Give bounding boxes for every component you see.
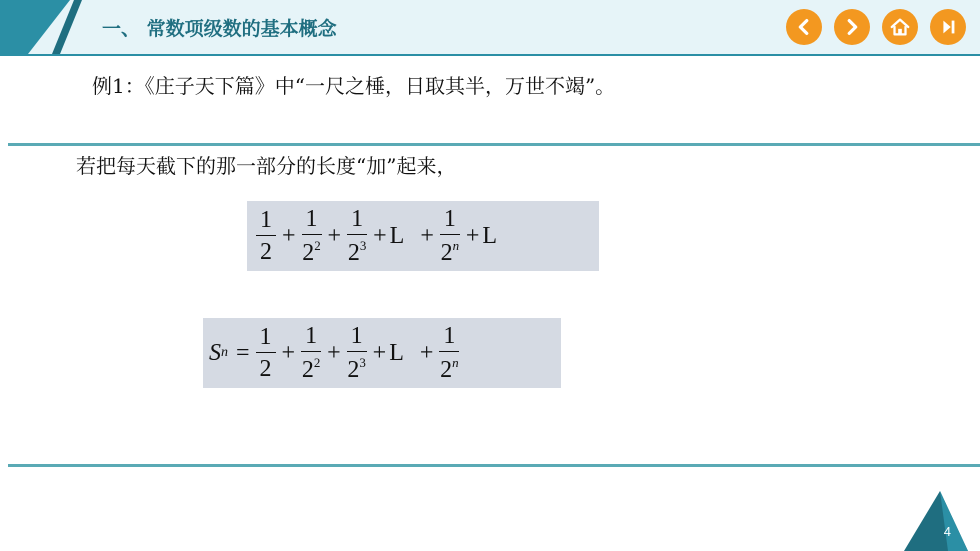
home-button[interactable] bbox=[882, 9, 918, 45]
lead-text: 若把每天截下的那一部分的长度“加”起来， bbox=[76, 154, 457, 178]
fraction-term-1: $\frac{1}{2}$ bbox=[256, 208, 276, 264]
partial-sum-symbol: S bbox=[209, 339, 221, 366]
ellipsis-symbol: L bbox=[482, 222, 498, 249]
fraction-term-3: $\frac{1}{2^3}$ bbox=[347, 323, 366, 383]
next-button[interactable] bbox=[834, 9, 870, 45]
header-bar bbox=[0, 0, 980, 56]
prev-button[interactable] bbox=[786, 9, 822, 45]
last-page-button[interactable] bbox=[930, 9, 966, 45]
ellipsis-symbol: L bbox=[389, 222, 405, 249]
ellipsis-symbol: L bbox=[389, 339, 404, 366]
chevron-left-icon bbox=[793, 16, 815, 38]
section-title: 一、 常数项级数的基本概念 bbox=[102, 18, 337, 40]
series-formula: $\frac{1}{2}$ + $\frac{1}{2^2}$ + $\frac{1}{2^3}$ + L + $\frac{1}{2^n}$ + L bbox=[247, 201, 599, 271]
chevron-right-icon bbox=[841, 16, 863, 38]
fraction-term-3: $\frac{1}{2^3}$ bbox=[347, 206, 367, 266]
partial-sum-formula: S n = $\frac{1}{2}$ + $\frac{1}{2^2}$ + $\frac{1}{2^3}$ + L + $\frac{1}{2^n}$ bbox=[203, 318, 561, 388]
page-number: 4 bbox=[943, 524, 951, 539]
home-icon bbox=[889, 16, 911, 38]
example-text: 例1：《庄子天下篇》中“一尺之棰，日取其半，万世不竭”。 bbox=[92, 74, 616, 98]
page-number-badge bbox=[904, 491, 968, 551]
top-divider bbox=[8, 143, 980, 146]
fraction-term-n: $\frac{1}{2^n}$ bbox=[440, 206, 460, 266]
skip-to-end-icon bbox=[937, 16, 959, 38]
fraction-term-n: $\frac{1}{2^n}$ bbox=[440, 323, 459, 383]
fraction-term-2: $\frac{1}{2^2}$ bbox=[301, 323, 321, 383]
fraction-term-1: $\frac{1}{2}$ bbox=[256, 325, 276, 381]
bottom-divider bbox=[8, 464, 980, 467]
fraction-term-2: $\frac{1}{2^2}$ bbox=[302, 206, 321, 266]
